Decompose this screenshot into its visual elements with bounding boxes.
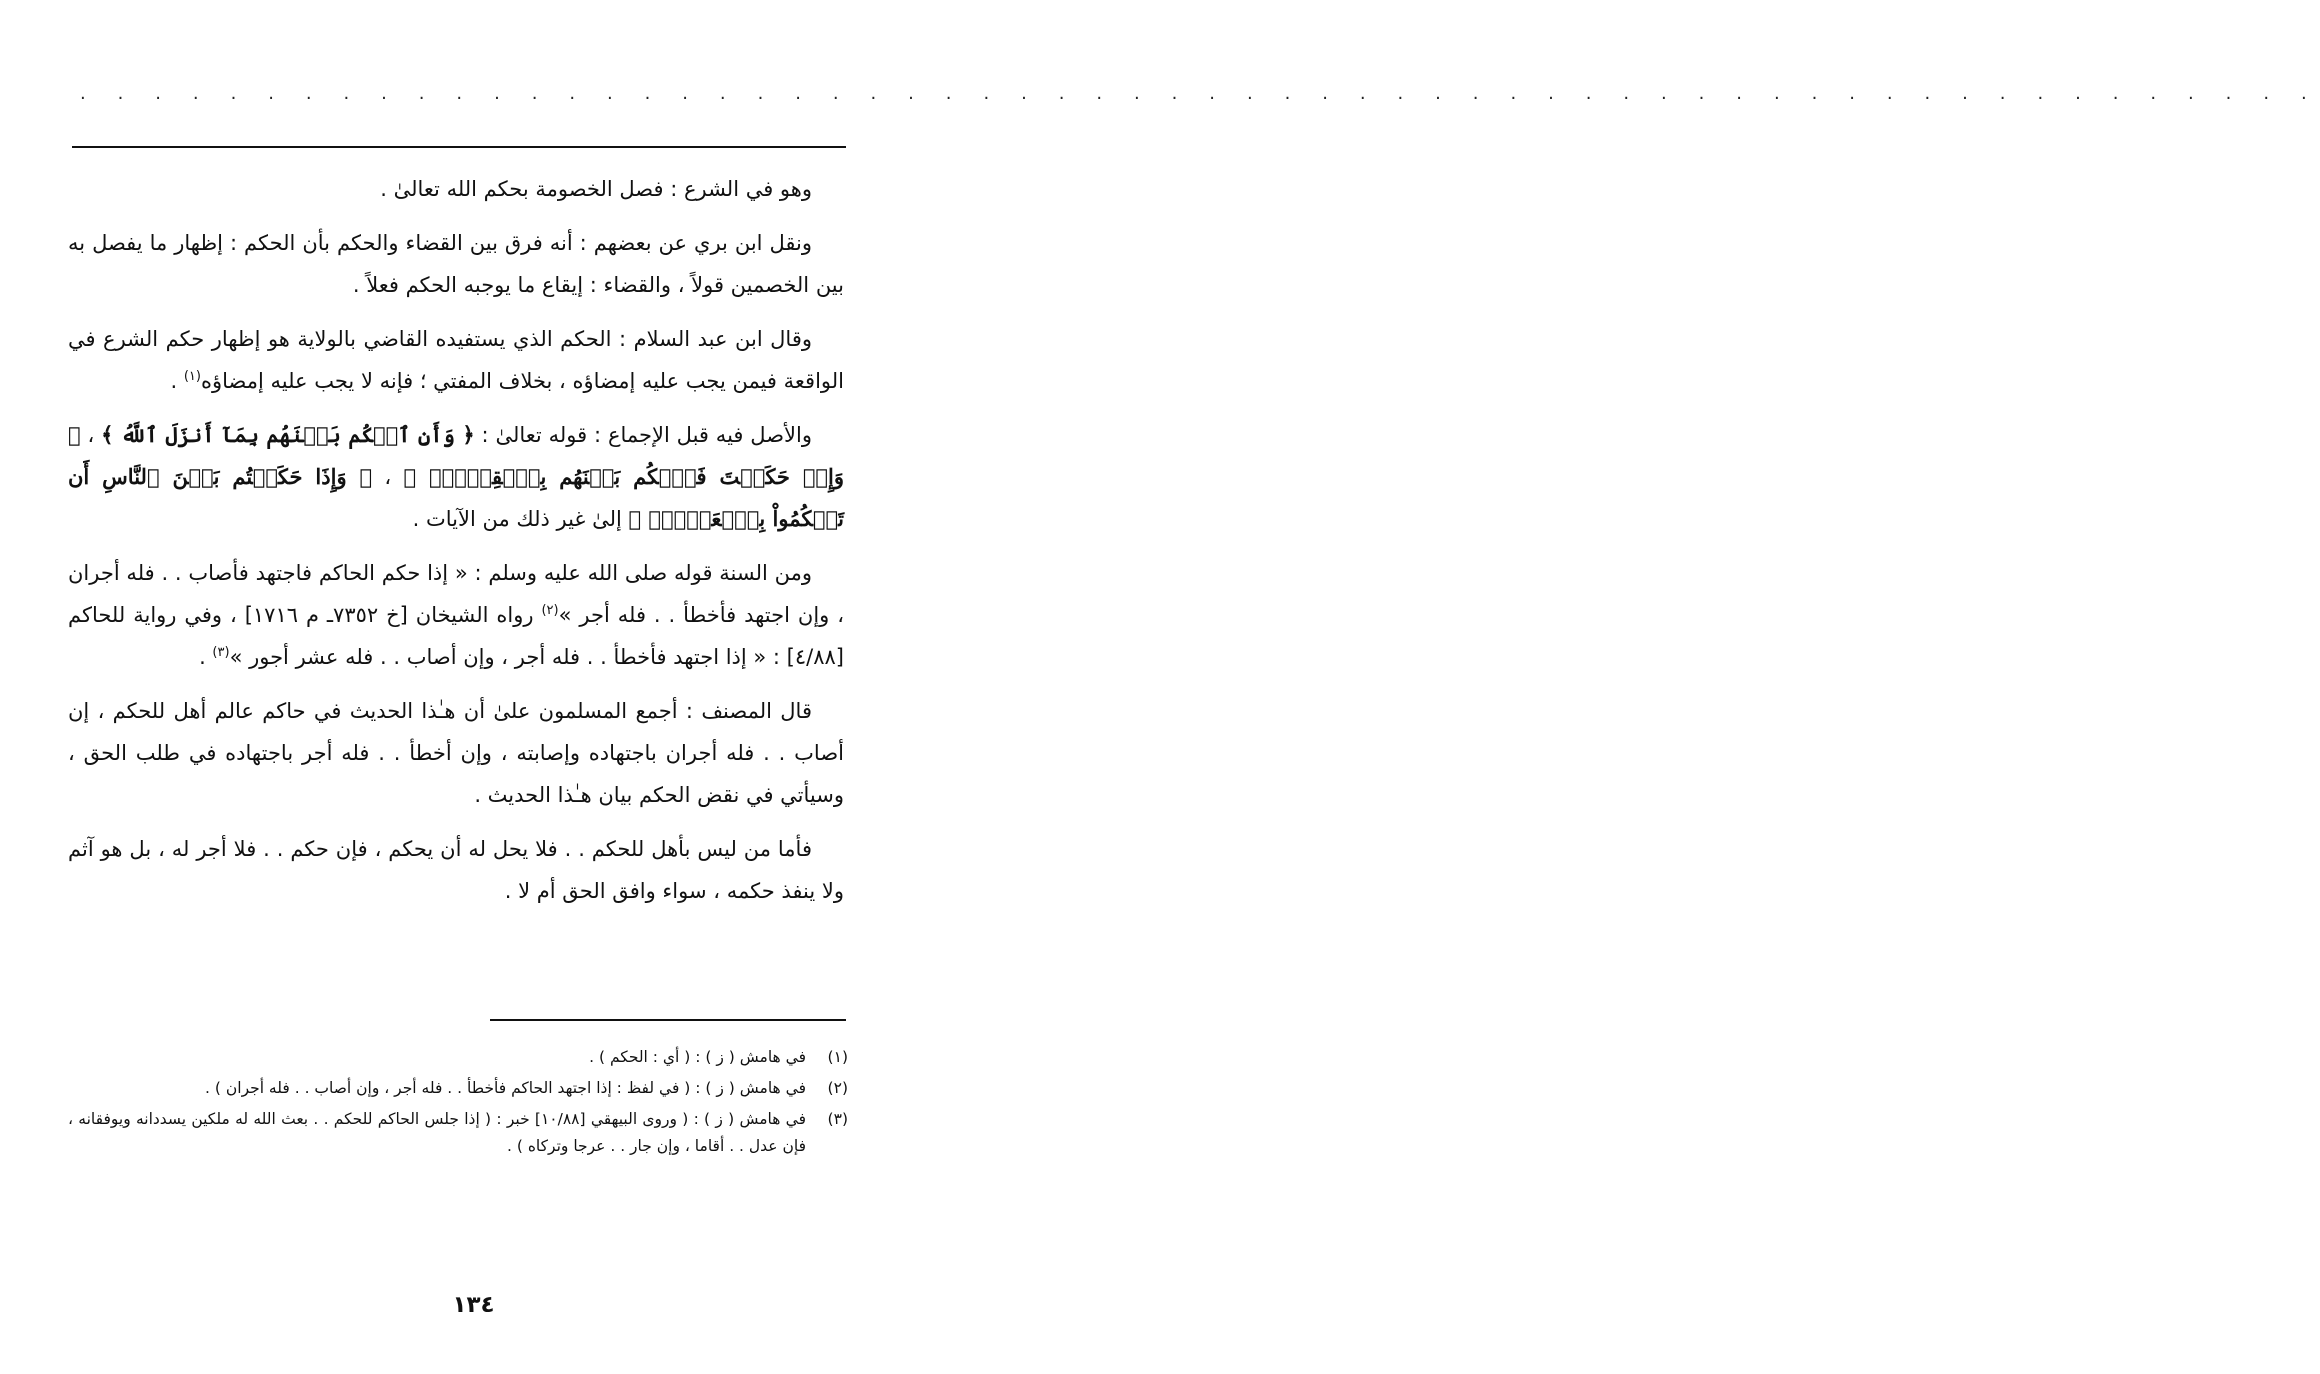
footnote-1 bbox=[68, 1044, 848, 1071]
paragraph-5-narration: رواه الشيخان [خ ٧٣٥٢ـ م ١٧١٦] ، وفي رواية للحاكم [٤/٨٨] : « إذا اجتهد فأخطأ . . فله أجر ، وإن أصاب . . فله عشر أجور » bbox=[68, 603, 844, 669]
footnote-ref-1: (١) bbox=[183, 369, 201, 384]
page-number: ١٣٤ bbox=[452, 1292, 495, 1318]
paragraph-3 bbox=[68, 318, 844, 402]
paragraph-5-end: . bbox=[199, 645, 213, 669]
footnote-ref-3: (٣) bbox=[212, 645, 230, 660]
paragraph-5-hadith: ومن السنة قوله صلى الله عليه وسلم : « إذا حكم الحاكم فاجتهد فأصاب . . فله أجران ، وإن اجتهد فأخطأ . . فله أجر » bbox=[68, 561, 845, 627]
paragraph-5 bbox=[68, 552, 844, 678]
footnote-3-text: في هامش ( ز ) : ( وروى البيهقي [١٠/٨٨] خبر : ( إذا جلس الحاكم للحكم . . بعث الله له ملكين يسددانه ويوفقانه ، فإن عدل . . أقاما ، وإن جار . . عرجا وتركاه ) . bbox=[68, 1110, 807, 1155]
footnote-separator bbox=[490, 1019, 846, 1021]
footnote-1-text: في هامش ( ز ) : ( أي : الحكم ) . bbox=[589, 1048, 806, 1066]
separator-1: ، bbox=[80, 423, 102, 447]
footnote-2 bbox=[68, 1075, 848, 1102]
footnote-2-number: (٢) bbox=[827, 1079, 848, 1097]
footnote-ref-2: (٢) bbox=[541, 603, 559, 618]
footnotes bbox=[68, 1044, 848, 1164]
paragraph-4-intro: والأصل فيه قبل الإجماع : قوله تعالىٰ : bbox=[474, 423, 812, 447]
header-rule bbox=[72, 146, 846, 148]
footnote-3-number: (٣) bbox=[827, 1110, 848, 1128]
paragraph-3-text: وقال ابن عبد السلام : الحكم الذي يستفيده القاضي بالولاية هو إظهار حكم الشرع في الواقعة فيمن يجب عليه إمضاؤه ، بخلاف المفتي ؛ فإنه لا يجب عليه إمضاؤه bbox=[68, 327, 844, 393]
footnote-2-text: في هامش ( ز ) : ( في لفظ : إذا اجتهد الحاكم فأخطأ . . فله أجر ، وإن أصاب . . فله أجران ) . bbox=[205, 1079, 806, 1097]
paragraph-3-end: . bbox=[170, 369, 184, 393]
quran-verse-2: ﴿ وَإِنۡ حَكَمۡتَ فَٱحۡكُم بَيۡنَهُم بِٱلۡقِسۡطِۚ ﴾ bbox=[68, 422, 845, 489]
separator-2: ، bbox=[372, 465, 404, 489]
paragraph-4-end: إلىٰ غير ذلك من الآيات . bbox=[412, 507, 629, 531]
paragraph-4 bbox=[68, 414, 844, 540]
header-dotted-line: . . . . . . . . . . . . . . . . . . . . . . . . . . . . . . . . . . . . . . . . . . . . . . . . . . . . . . . . . . . . bbox=[80, 83, 2320, 104]
footnote-1-number: (١) bbox=[827, 1048, 848, 1066]
paragraph-6: قال المصنف : أجمع المسلمون علىٰ أن هـٰذا الحديث في حاكم عالم أهل للحكم ، إن أصاب . . فله أجران باجتهاده وإصابته ، وإن أخطأ . . فله أجر باجتهاده في طلب الحق ، وسيأتي في نقض الحكم بيان هـٰذا الحديث . bbox=[68, 699, 844, 807]
paragraph-1: وهو في الشرع : فصل الخصومة بحكم الله تعالىٰ . bbox=[380, 177, 812, 201]
paragraph-7: فأما من ليس بأهل للحكم . . فلا يحل له أن يحكم ، فإن حكم . . فلا أجر له ، بل هو آثم ولا ينفذ حكمه ، سواء وافق الحق أم لا . bbox=[68, 837, 844, 903]
paragraph-2: ونقل ابن بري عن بعضهم : أنه فرق بين القضاء والحكم بأن الحكم : إظهار ما يفصل به بين الخصمين قولاً ، والقضاء : إيقاع ما يوجبه الحكم فعلاً . bbox=[68, 231, 844, 297]
quran-verse-3: ﴿ وَإِذَا حَكَمۡتُم بَيۡنَ ٱلنَّاسِ أَن تَحۡكُمُواْ بِٱلۡعَدۡلِۚ ﴾ bbox=[68, 464, 844, 531]
quran-verse-1: ﴿ وَأَنِ ٱحۡكُم بَيۡنَهُم بِمَآ أَنزَلَ ٱللَّهُ ﴾ bbox=[101, 422, 475, 447]
footnote-3 bbox=[68, 1106, 848, 1160]
main-text bbox=[68, 168, 844, 924]
